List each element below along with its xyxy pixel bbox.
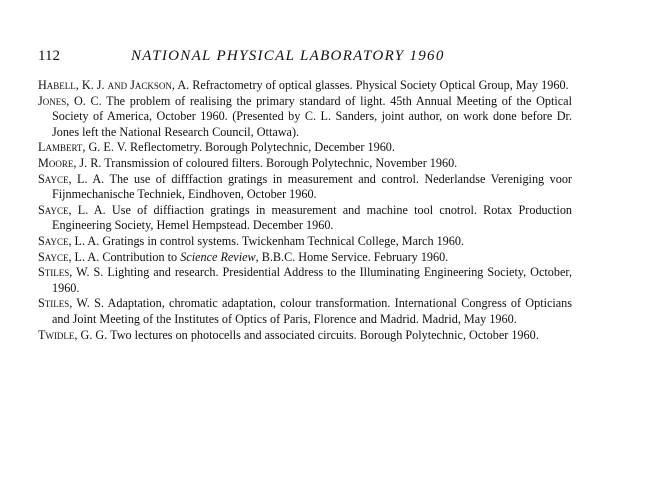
publication-entry: [38, 234, 572, 250]
entry-italic-title: Science Review: [180, 249, 256, 264]
entry-text: Reflectometry. Borough Polytechnic, December 1960.: [127, 140, 395, 155]
entry-author: Jones, O. C.: [38, 93, 102, 108]
publication-entry: [38, 328, 572, 344]
entry-author: Stiles, W. S.: [38, 265, 104, 280]
publication-entry: [38, 296, 572, 327]
running-head: [38, 46, 572, 66]
publication-entry: [38, 140, 572, 156]
publication-entry: [38, 78, 572, 94]
entry-author: Lambert, G. E. V.: [38, 140, 127, 155]
page-number: 112: [38, 48, 60, 64]
publication-entry: [38, 250, 572, 266]
entry-text: The use of difffaction gratings in measurement and control. Nederlandse Vereniging voor Fijnmechanische Techniek, Eindhoven, October 1960.: [52, 171, 572, 202]
entry-text: Two lectures on photocells and associated circuits. Borough Polytechnic, October 1960.: [107, 327, 539, 342]
publication-entry: [38, 156, 572, 172]
entry-author: Sayce, L. A.: [38, 249, 100, 264]
entry-author: Stiles, W. S.: [38, 296, 104, 311]
publication-entry: [38, 172, 572, 203]
journal-title: NATIONAL PHYSICAL LABORATORY 1960: [131, 48, 445, 64]
entry-author: Twidle, G. G.: [38, 327, 108, 342]
entry-text: Use of diffiaction gratings in measurement and machine tool cnotrol. Rotax Production Engineering Society, Hemel Hempstead. December 1960.: [52, 202, 573, 233]
entry-text: Transmission of coloured filters. Borough Polytechnic, November 1960.: [101, 155, 458, 170]
publication-entry: [38, 94, 572, 141]
entry-author: Sayce, L. A.: [38, 171, 105, 186]
entry-text: Gratings in control systems. Twickenham Technical College, March 1960.: [99, 233, 465, 248]
entry-text: Refractometry of optical glasses. Physical Society Optical Group, May 1960.: [189, 78, 569, 92]
entry-author: Sayce, L. A.: [38, 233, 100, 248]
publication-entry: [38, 265, 572, 296]
entry-text: The problem of realising the primary standard of light. 45th Annual Meeting of the Optical Society of America, October 1960. (Presented by C. L. Sanders, joint author, on work done before Dr. Jones left the National Research Council, Ottawa).: [52, 93, 572, 139]
entry-text: Adaptation, chromatic adaptation, colour transformation. International Congress of Opticians and Joint Meeting of the Institutes of Optics of Paris, Florence and Madrid. Madrid, May 1960.: [52, 296, 573, 326]
entry-author: Moore, J. R.: [38, 155, 102, 170]
entry-author: Habell, K. J. and Jackson, A.: [38, 78, 190, 92]
document-page: [38, 46, 572, 343]
entry-text: Lighting and research. Presidential Address to the Illuminating Engineering Society, October, 1960.: [52, 265, 572, 295]
entry-author: Sayce, L. A.: [38, 202, 106, 217]
entry-text: Contribution to: [99, 249, 181, 264]
entry-text: , B.B.C. Home Service. February 1960.: [255, 249, 449, 264]
publication-list: [38, 78, 572, 343]
publication-entry: [38, 203, 572, 234]
